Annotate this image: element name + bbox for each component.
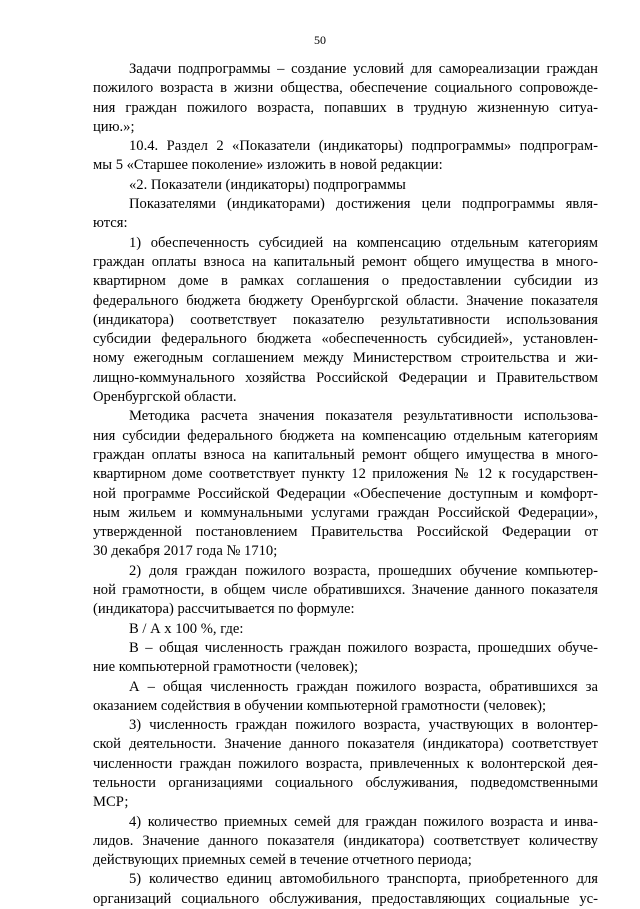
text-line: Методика расчета значения показателя результативности использова- [129,408,598,425]
text-line: ному ежегодным соглашением между Министерством строительства и жи- [93,350,598,367]
text-line: 30 декабря 2017 года № 1710; [93,543,278,560]
text-line: субсидии федерального бюджета «обеспеченность субсидией», установлен- [93,331,598,348]
text-line: ние компьютерной грамотности (человек); [93,659,359,676]
text-line: граждан оплаты взноса на капитальный ремонт общего имущества в много- [93,253,598,270]
text-line: квартирном доме в рамках соглашения о предоставлении субсидии из [93,273,598,290]
text-line: Показателями (индикаторами) достижения цели подпрограммы явля- [129,196,598,213]
text-line: действующих приемных семей в течение отчетного периода; [93,852,472,869]
text-line: Задачи подпрограммы – создание условий для самореализации граждан [129,61,598,77]
text-line: А – общая численность граждан пожилого возраста, обратившихся за [129,678,598,695]
document-body [93,60,598,909]
text-line: федерального бюджета бюджету Оренбургской области. Значение показателя [93,292,598,309]
text-line: лищно-коммунального хозяйства Российской Федерации и Правительством [93,369,598,386]
page-number: 50 [314,33,326,47]
text-line: 3) численность граждан пожилого возраста, участвующих в волонтер- [129,717,598,734]
text-line: ской деятельности. Значение данного показателя (индикатора) соответствует [93,736,598,753]
text-line: мы 5 «Старшее поколение» изложить в новой редакции: [93,157,443,174]
text-line: 4) количество приемных семей для граждан пожилого возраста и инва- [129,813,598,830]
text-line: В – общая численность граждан пожилого возраста, прошедших обуче- [129,639,598,656]
text-line: ным жильем и коммунальными услугами граждан Российской Федерации», [93,504,598,521]
text-line: 10.4. Раздел 2 «Показатели (индикаторы) подпрограммы» подпрограм- [129,138,598,155]
text-line: (индикатора) соответствует показателю результативности использования [93,311,598,328]
text-line: квартирном доме соответствует пункту 12 приложения № 12 к государствен- [93,466,598,483]
text-line: В / А х 100 %, где: [129,620,244,637]
text-line: (индикатора) рассчитывается по формуле: [93,601,355,618]
text-line: ния граждан пожилого возраста, попавших в трудную жизненную ситуа- [93,99,598,116]
text-line: Оренбургской области. [93,389,237,406]
text-line: оказанием содействия в обучении компьютерной грамотности (человек); [93,697,547,714]
text-line: тельности организациями социального обслуживания, подведомственными [93,774,598,791]
text-line: граждан оплаты взноса на капитальный ремонт общего имущества в много- [93,446,598,463]
text-line: ются: [93,215,128,232]
text-line: 1) обеспеченность субсидией на компенсацию отдельным категориям [129,234,598,251]
text-line: ния субсидии федерального бюджета на компенсацию отдельным категориям [93,427,598,444]
text-line: утвержденной постановлением Правительства Российской Федерации от [93,524,598,541]
text-line: «2. Показатели (индикаторы) подпрограммы [129,176,406,193]
text-line: 2) доля граждан пожилого возраста, прошедших обучение компьютер- [129,562,598,579]
text-line: цию.»; [93,118,135,135]
text-line: пожилого возраста в жизни общества, обеспечение социального сопровожде- [93,80,598,97]
text-line: организаций социального обслуживания, предоставляющих социальные ус- [93,890,598,907]
text-line: численности граждан пожилого возраста, привлеченных к волонтерской дея- [93,755,598,772]
text-line: лидов. Значение данного показателя (индикатора) соответствует количеству [93,832,598,849]
text-line: МСР; [93,794,129,811]
text-line: ной грамотности, в общем числе обратившихся. Значение данного показателя [93,582,598,599]
text-line: 5) количество единиц автомобильного транспорта, приобретенного для [129,871,598,888]
text-line: ной программе Российской Федерации «Обеспечение доступным и комфорт- [93,485,598,502]
